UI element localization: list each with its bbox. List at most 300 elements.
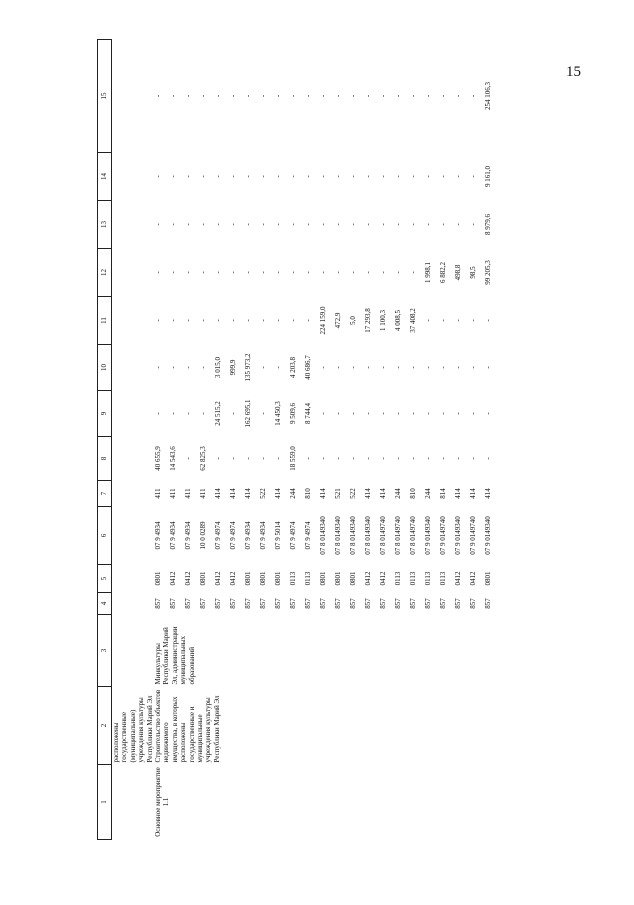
cell: 99 205,3: [484, 260, 493, 285]
cell: -: [169, 366, 178, 369]
cell: 07 9 4934: [259, 521, 268, 550]
cell: -: [469, 94, 478, 98]
cell: 414: [244, 488, 253, 499]
column-number-7: 7: [98, 481, 112, 507]
cell: 244: [289, 488, 298, 499]
cell: -: [334, 271, 343, 274]
cell: -: [409, 223, 418, 226]
cell: -: [184, 319, 193, 322]
cell: 0412: [229, 571, 238, 586]
cell: 07 9 4974: [304, 521, 313, 550]
cell: 857: [439, 598, 448, 609]
cell: 07 9 0149340: [454, 516, 463, 555]
cell: -: [199, 366, 208, 369]
cell: -: [259, 366, 268, 369]
cell: 857: [304, 598, 313, 609]
cell: 0801: [154, 571, 163, 586]
cell: 857: [349, 598, 358, 609]
cell: -: [229, 271, 238, 274]
cell: -: [469, 319, 478, 322]
cell: -: [229, 319, 238, 322]
column-number-15: 15: [98, 40, 112, 153]
cell: -: [394, 271, 403, 274]
cell: 857: [289, 598, 298, 609]
cell: 810: [409, 488, 418, 499]
cell: 244: [394, 488, 403, 499]
cell: 521: [334, 488, 343, 499]
cell: -: [274, 94, 283, 98]
cell: -: [439, 94, 448, 98]
cell: -: [184, 457, 193, 460]
cell: 0113: [289, 571, 298, 586]
cell: 07 8 0149340: [349, 516, 358, 555]
cell: -: [394, 412, 403, 415]
cell: -: [244, 319, 253, 322]
column-number-3: 3: [98, 615, 112, 687]
cell: -: [229, 223, 238, 226]
cell: 07 8 0149340: [334, 516, 343, 555]
cell: 414: [469, 488, 478, 499]
measure-description: Строительство объектов недвижимого имущества, в которых расположены государственные и муниципальные учреждения культуры Республики Марий Эл: [154, 689, 221, 763]
cell: -: [154, 223, 163, 226]
cell: -: [334, 366, 343, 369]
cell: 4 203,8: [289, 357, 298, 378]
cell: 18 559,0: [289, 446, 298, 471]
column-number-10: 10: [98, 345, 112, 391]
cell: 857: [214, 598, 223, 609]
cell: -: [409, 366, 418, 369]
cell: 0801: [274, 571, 283, 586]
cell: -: [259, 412, 268, 415]
cell: 0412: [169, 571, 178, 586]
cell: 411: [199, 488, 208, 499]
cell: -: [289, 223, 298, 226]
cell: -: [304, 175, 313, 178]
cell: -: [319, 412, 328, 415]
cell: 07 9 4974: [289, 521, 298, 550]
cell: -: [454, 412, 463, 415]
cell: -: [439, 412, 448, 415]
cell: -: [379, 366, 388, 369]
cell: -: [319, 94, 328, 98]
cell: 3 015,0: [214, 357, 223, 378]
cell: -: [289, 319, 298, 322]
cell: 9 161,0: [484, 166, 493, 187]
cell: 0113: [439, 571, 448, 586]
cell: -: [394, 366, 403, 369]
cell: -: [274, 457, 283, 460]
cell: -: [304, 94, 313, 98]
measure-executor: Минкультуры Республики Марий Эл, администрации муниципальных образований: [154, 626, 196, 685]
cell: -: [214, 94, 223, 98]
cell: -: [199, 175, 208, 178]
cell: 498,8: [454, 264, 463, 281]
cell: 411: [169, 488, 178, 499]
cell: 07 8 0149340: [364, 516, 373, 555]
page-number: 15: [566, 64, 581, 80]
cell: -: [184, 412, 193, 415]
cell: -: [364, 412, 373, 415]
cell: 07 8 0149740: [394, 516, 403, 555]
cell: 07 9 5014: [274, 521, 283, 550]
cell: -: [319, 175, 328, 178]
cell: 414: [364, 488, 373, 499]
cell: -: [244, 457, 253, 460]
cell: -: [169, 271, 178, 274]
cell: 814: [439, 488, 448, 499]
cell: -: [349, 271, 358, 274]
cell: -: [394, 223, 403, 226]
cell: -: [349, 366, 358, 369]
cell: 0801: [259, 571, 268, 586]
cell: -: [154, 412, 163, 415]
cell: 857: [334, 598, 343, 609]
cell: -: [169, 175, 178, 178]
cell: -: [364, 223, 373, 226]
cell: -: [199, 319, 208, 322]
cell: -: [364, 271, 373, 274]
cell: 14 543,6: [169, 446, 178, 471]
cell: -: [454, 457, 463, 460]
column-number-13: 13: [98, 201, 112, 249]
cell: -: [214, 175, 223, 178]
cell: 4 008,5: [394, 310, 403, 331]
cell: -: [349, 94, 358, 98]
cell: -: [154, 271, 163, 274]
cell: 07 9 4974: [214, 521, 223, 550]
cell: 244: [424, 488, 433, 499]
cell: 0113: [409, 571, 418, 586]
cell: 810: [304, 488, 313, 499]
cell: 0113: [394, 571, 403, 586]
cell: -: [349, 412, 358, 415]
cell: -: [184, 223, 193, 226]
cell: -: [439, 175, 448, 178]
cell: 411: [154, 488, 163, 499]
cell: -: [364, 457, 373, 460]
cell: -: [469, 457, 478, 460]
cell: 5,0: [349, 316, 358, 325]
cell: -: [259, 175, 268, 178]
cell: 0113: [304, 571, 313, 586]
column-number-5: 5: [98, 565, 112, 593]
cell: 0801: [334, 571, 343, 586]
measure-number: Основное мероприятие 1.1: [154, 767, 171, 837]
cell: 8 979,6: [484, 214, 493, 235]
cell: -: [154, 366, 163, 369]
cell: 6 882,2: [439, 262, 448, 283]
cell: -: [439, 223, 448, 226]
cell: 414: [379, 488, 388, 499]
cell: 162 695,1: [244, 399, 253, 428]
cell: -: [379, 271, 388, 274]
cell: 0113: [424, 571, 433, 586]
cell: -: [199, 223, 208, 226]
cell: 857: [154, 598, 163, 609]
cell: -: [169, 94, 178, 98]
intro-row: [112, 40, 155, 840]
cell: -: [469, 366, 478, 369]
cell: 07 9 4934: [169, 521, 178, 550]
cell: -: [454, 94, 463, 98]
cell: -: [289, 271, 298, 274]
cell: -: [154, 94, 163, 98]
cell: 8 744,4: [304, 403, 313, 424]
cell: -: [274, 319, 283, 322]
cell: -: [454, 175, 463, 178]
cell: -: [214, 271, 223, 274]
cell: -: [244, 175, 253, 178]
cell: -: [154, 319, 163, 322]
cell: 0801: [199, 571, 208, 586]
cell: 07 9 4974: [229, 521, 238, 550]
cell: 522: [349, 488, 358, 499]
cell: -: [409, 457, 418, 460]
cell: -: [484, 412, 493, 415]
cell: 40 686,7: [304, 355, 313, 380]
cell: 857: [364, 598, 373, 609]
cell: -: [229, 457, 238, 460]
cell: -: [304, 319, 313, 322]
cell: -: [199, 412, 208, 415]
cell: -: [349, 175, 358, 178]
cell: -: [334, 412, 343, 415]
cell: 414: [214, 488, 223, 499]
cell: -: [289, 175, 298, 178]
cell: 07 9 0149740: [439, 516, 448, 555]
cell: -: [274, 223, 283, 226]
cell: -: [394, 457, 403, 460]
cell: -: [424, 223, 433, 226]
cell: 07 9 0149740: [469, 516, 478, 555]
cell: -: [484, 366, 493, 369]
cell: -: [349, 223, 358, 226]
cell: 857: [229, 598, 238, 609]
column-number-4: 4: [98, 593, 112, 615]
cell: 857: [319, 598, 328, 609]
cell: -: [469, 223, 478, 226]
cell: 0412: [214, 571, 223, 586]
cell: 62 825,3: [199, 446, 208, 471]
column-number-row: [98, 40, 112, 840]
cell: -: [259, 457, 268, 460]
cell: 857: [379, 598, 388, 609]
cell: 414: [274, 488, 283, 499]
cell: 857: [199, 598, 208, 609]
cell: 522: [259, 488, 268, 499]
cell: -: [184, 271, 193, 274]
cell: -: [424, 412, 433, 415]
cell: 472,9: [334, 312, 343, 329]
cell: -: [304, 457, 313, 460]
cell: 07 8 0149340: [319, 516, 328, 555]
cell: -: [229, 412, 238, 415]
cell: -: [304, 271, 313, 274]
cell: 857: [259, 598, 268, 609]
cell: -: [184, 175, 193, 178]
cell: -: [439, 319, 448, 322]
cell: -: [424, 319, 433, 322]
cell: -: [214, 223, 223, 226]
cell: 857: [394, 598, 403, 609]
cell: -: [169, 223, 178, 226]
table-row: [154, 40, 169, 840]
cell: 40 655,9: [154, 446, 163, 471]
cell: -: [259, 223, 268, 226]
cell: -: [424, 175, 433, 178]
cell: -: [334, 223, 343, 226]
cell: 857: [484, 598, 493, 609]
cell: -: [319, 366, 328, 369]
cell: 07 9 4934: [184, 521, 193, 550]
cell: -: [184, 94, 193, 98]
cell: -: [199, 94, 208, 98]
cell: 0412: [364, 571, 373, 586]
cell: -: [364, 94, 373, 98]
cell: 9 509,6: [289, 403, 298, 424]
cell: -: [259, 94, 268, 98]
cell: -: [454, 223, 463, 226]
cell: -: [334, 175, 343, 178]
cell: 1 998,1: [424, 262, 433, 283]
cell: -: [439, 366, 448, 369]
cell: 0801: [484, 571, 493, 586]
cell: -: [484, 319, 493, 322]
cell: 98,5: [469, 266, 478, 279]
cell: -: [439, 457, 448, 460]
cell: -: [334, 94, 343, 98]
cell: -: [259, 271, 268, 274]
cell: -: [319, 223, 328, 226]
cell: 37 408,2: [409, 308, 418, 333]
cell: 24 515,2: [214, 401, 223, 426]
cell: 135 973,2: [244, 353, 253, 382]
cell: 857: [469, 598, 478, 609]
cell: -: [154, 175, 163, 178]
cell: -: [259, 319, 268, 322]
intro-text: расположены государственные (муниципальные) учреждения культуры Республики Марий Эл: [112, 695, 154, 763]
cell: -: [379, 94, 388, 98]
cell: 411: [184, 488, 193, 499]
cell: -: [274, 271, 283, 274]
cell: 857: [454, 598, 463, 609]
column-number-8: 8: [98, 437, 112, 481]
column-number-1: 1: [98, 765, 112, 840]
cell: 07 9 0149340: [424, 516, 433, 555]
cell: 414: [319, 488, 328, 499]
cell: -: [319, 271, 328, 274]
cell: -: [364, 175, 373, 178]
cell: -: [319, 457, 328, 460]
cell: 857: [244, 598, 253, 609]
cell: 0412: [469, 571, 478, 586]
cell: 10 0 0289: [199, 521, 208, 550]
cell: -: [454, 319, 463, 322]
cell: -: [379, 223, 388, 226]
cell: 224 159,0: [319, 306, 328, 335]
cell: -: [244, 223, 253, 226]
cell: 17 293,8: [364, 308, 373, 333]
cell: -: [409, 94, 418, 98]
cell: 1 100,3: [379, 310, 388, 331]
cell: 0801: [319, 571, 328, 586]
cell: 414: [484, 488, 493, 499]
cell: 414: [454, 488, 463, 499]
cell: -: [214, 457, 223, 460]
cell: -: [424, 366, 433, 369]
column-number-14: 14: [98, 153, 112, 201]
cell: -: [169, 319, 178, 322]
cell: 0412: [379, 571, 388, 586]
cell: -: [289, 94, 298, 98]
cell: -: [214, 319, 223, 322]
cell: -: [334, 457, 343, 460]
cell: -: [409, 412, 418, 415]
cell: -: [274, 366, 283, 369]
cell: -: [244, 271, 253, 274]
cell: 857: [274, 598, 283, 609]
cell: -: [454, 366, 463, 369]
cell: -: [469, 412, 478, 415]
rotated-table-container: [97, 40, 537, 840]
column-number-12: 12: [98, 249, 112, 297]
cell: 254 106,3: [484, 82, 493, 110]
cell: 999,9: [229, 359, 238, 376]
cell: -: [379, 412, 388, 415]
cell: -: [469, 175, 478, 178]
cell: -: [229, 94, 238, 98]
cell: -: [394, 94, 403, 98]
cell: 0412: [184, 571, 193, 586]
cell: 0801: [349, 571, 358, 586]
cell: -: [484, 457, 493, 460]
cell: 414: [229, 488, 238, 499]
cell: -: [184, 366, 193, 369]
cell: 857: [169, 598, 178, 609]
cell: -: [169, 412, 178, 415]
cell: -: [379, 175, 388, 178]
cell: -: [424, 457, 433, 460]
cell: -: [409, 271, 418, 274]
cell: -: [364, 366, 373, 369]
cell: 07 9 0149340: [484, 516, 493, 555]
cell: -: [199, 271, 208, 274]
cell: 07 8 0149740: [409, 516, 418, 555]
cell: -: [424, 94, 433, 98]
cell: 857: [424, 598, 433, 609]
cell: -: [304, 223, 313, 226]
cell: -: [409, 175, 418, 178]
column-number-2: 2: [98, 687, 112, 765]
cell: 07 9 4934: [154, 521, 163, 550]
cell: 857: [409, 598, 418, 609]
column-number-6: 6: [98, 507, 112, 565]
cell: 857: [184, 598, 193, 609]
cell: -: [229, 175, 238, 178]
cell: 0801: [244, 571, 253, 586]
column-number-11: 11: [98, 297, 112, 345]
cell: 14 450,3: [274, 401, 283, 426]
cell: -: [394, 175, 403, 178]
cell: -: [244, 94, 253, 98]
cell: -: [274, 175, 283, 178]
budget-table: [97, 39, 499, 840]
cell: 07 9 4934: [244, 521, 253, 550]
column-number-9: 9: [98, 391, 112, 437]
cell: -: [379, 457, 388, 460]
cell: 07 8 0149740: [379, 516, 388, 555]
cell: 0412: [454, 571, 463, 586]
